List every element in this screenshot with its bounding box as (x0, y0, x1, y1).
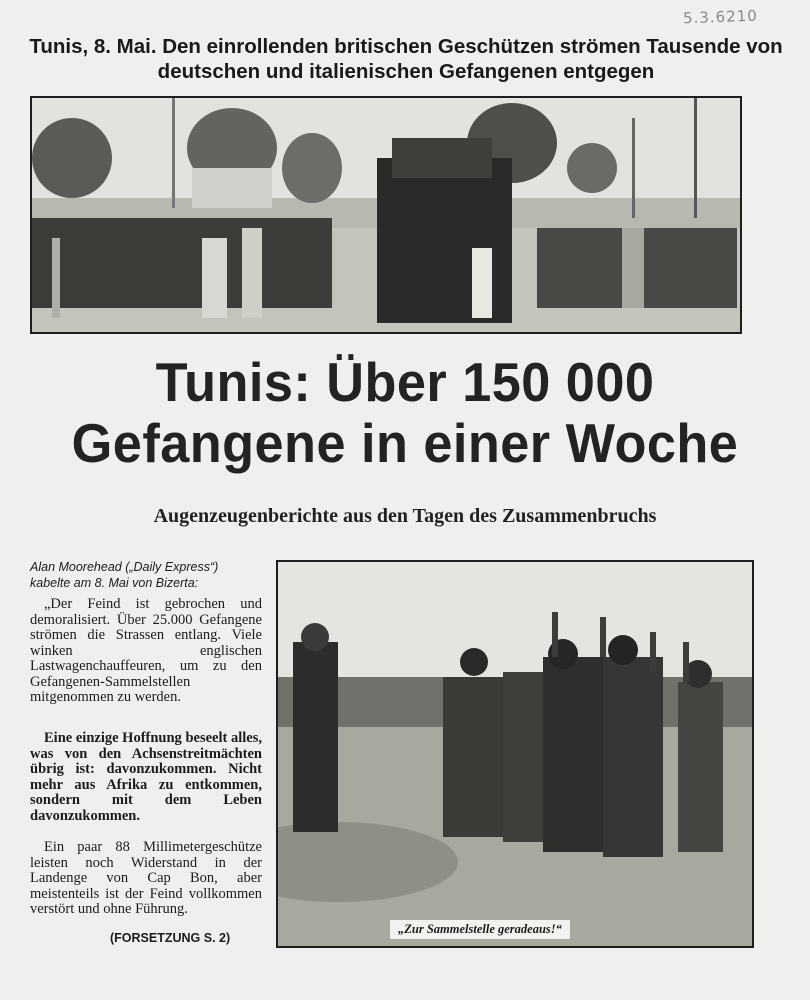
article-paragraph-3 (30, 840, 262, 918)
headline (39, 352, 771, 474)
photo-caption: „Zur Sammelstelle geradeaus!“ (390, 920, 570, 939)
byline-dateline: kabelte am 8. Mai von Bizerta: (30, 576, 199, 590)
archive-number: 5.3.6210 (682, 6, 759, 28)
subheadline: Augenzeugenberichte aus den Tagen des Zusammenbruchs (153, 505, 657, 527)
article-paragraph-2 (30, 731, 262, 824)
photo-surrendering-soldiers (276, 560, 754, 948)
headline-line-2: Gefangene in einer Woche (71, 412, 739, 474)
paragraph-text: Ein paar 88 Millimetergeschütze leisten noch Widerstand in der Landenge von Cap Bon, aber meistenteils ist der Feind vollkommen verstört und ohne Führung. (30, 839, 262, 917)
paragraph-text: „Der Feind ist gebrochen und demoralisiert. Über 25.000 Gefangene strömen die Strassen entlang. Viele winken englischen Lastwagenchauffeuren, um zu den Gefangenen-Sammelstellen mitgenommen zu werden. (30, 596, 262, 705)
article-paragraph-1 (30, 597, 262, 706)
continuation-note: (FORSETZUNG S. 2) (110, 931, 231, 945)
photo-prisoners-column (30, 96, 742, 334)
byline (30, 559, 262, 591)
byline-author: Alan Moorehead („Daily Express“) (30, 560, 219, 574)
top-photo-caption: Tunis, 8. Mai. Den einrollenden britischen Geschützen strömen Tausende von deutschen und italienischen Gefangenen entgegen (29, 35, 783, 83)
headline-line-1: Tunis: Über 150 000 (155, 351, 655, 413)
paragraph-text: Eine einzige Hoffnung beseelt alles, was von den Achsenstreitmächten übrig ist: davonzukommen. Nicht mehr aus Afrika zu entkommen, sondern mit dem Leben davonzukommen. (30, 730, 262, 824)
